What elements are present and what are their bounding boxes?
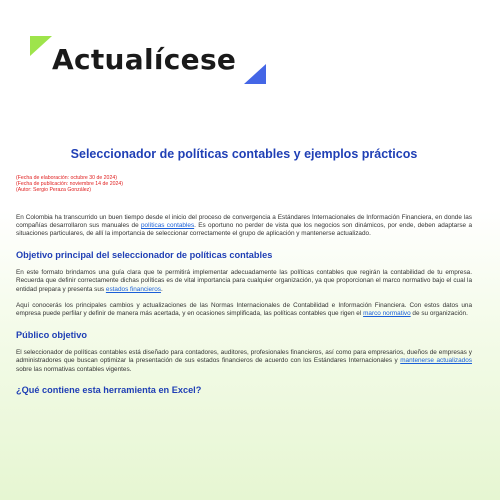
intro-text-start: En Colombia ha transcurrido un buen tiempo desde el inicio del proceso de convergencia a Estándares Internacionales de Información Financiera, en donde las compañías desarrollaron sus manuales de: [16, 213, 472, 230]
mantenerse-actualizados-link[interactable]: mantenerse actualizados: [400, 357, 472, 365]
objetivo-paragraph-2: [16, 302, 472, 319]
publico-paragraph: [16, 349, 472, 374]
actualicese-logo[interactable]: [30, 36, 266, 84]
logo-green-triangle: [30, 36, 52, 56]
publico-text-start: El seleccionador de políticas contables está diseñado para contadores, auditores, profesionales financieros, así como para empresarios, dueños de empresas y administradores que buscan optimizar la presentación de sus estados financieros de acuerdo con los Estándares Internacionales y: [16, 348, 472, 365]
publication-date: (Fecha de publicación: noviembre 14 de 2024): [16, 181, 123, 188]
elaboration-date: (Fecha de elaboración: octubre 30 de 2024): [16, 175, 117, 181]
article-meta: [16, 175, 472, 194]
objetivo-principal-heading: Objetivo principal del seleccionador de políticas contables: [16, 249, 273, 260]
publico-text-end: sobre las normativas contables vigentes.: [16, 365, 132, 373]
publico-objetivo-heading: Público objetivo: [16, 329, 87, 340]
marco-normativo-link[interactable]: marco normativo: [363, 310, 411, 318]
article-content: [16, 147, 472, 404]
politicas-contables-link[interactable]: políticas contables: [141, 222, 195, 230]
objetivo-paragraph-1: [16, 269, 472, 294]
estados-financieros-link[interactable]: estados financieros: [105, 285, 161, 293]
logo-blue-triangle: [244, 64, 266, 84]
intro-text-end: . Es oportuno no perder de vista que los negocios son dinámicos, por ende, deben adaptarse a situaciones particulares, de allí la importancia de seleccionar correctamente el grupo de aplicación y mantenerse actualizado.: [16, 222, 473, 238]
logo-text: Actualícese: [52, 43, 237, 76]
cambios-text-end: de su organización.: [410, 310, 468, 318]
contenido-heading: ¿Qué contiene esta herramienta en Excel?: [16, 385, 202, 396]
objetivo-text-end: .: [160, 285, 163, 293]
intro-paragraph: [16, 214, 472, 239]
author: (Autor: Sergio Peraza González): [16, 187, 91, 194]
page-title: Seleccionador de políticas contables y ejemplos prácticos: [70, 147, 418, 161]
cambios-text-start: Aquí conocerás los principales cambios y actualizaciones de las Normas Internacionales de Contabilidad e Información Financiera. Con estos datos una empresa puede perfilar y definir de manera más acertada, y en ocasiones simplificada, las políticas contables que rigen el: [16, 302, 472, 318]
objetivo-text-start: En este formato brindamos una guía clara que te permitirá implementar adecuadamente las políticas contables que regirán la contabilidad de tu empresa. Recuerda que definir correctamente dichas políticas es de vital importancia para cualquier organización, ya que proporcionan el marco normativo bajo el cual la entidad prepara y presenta sus: [16, 268, 472, 293]
